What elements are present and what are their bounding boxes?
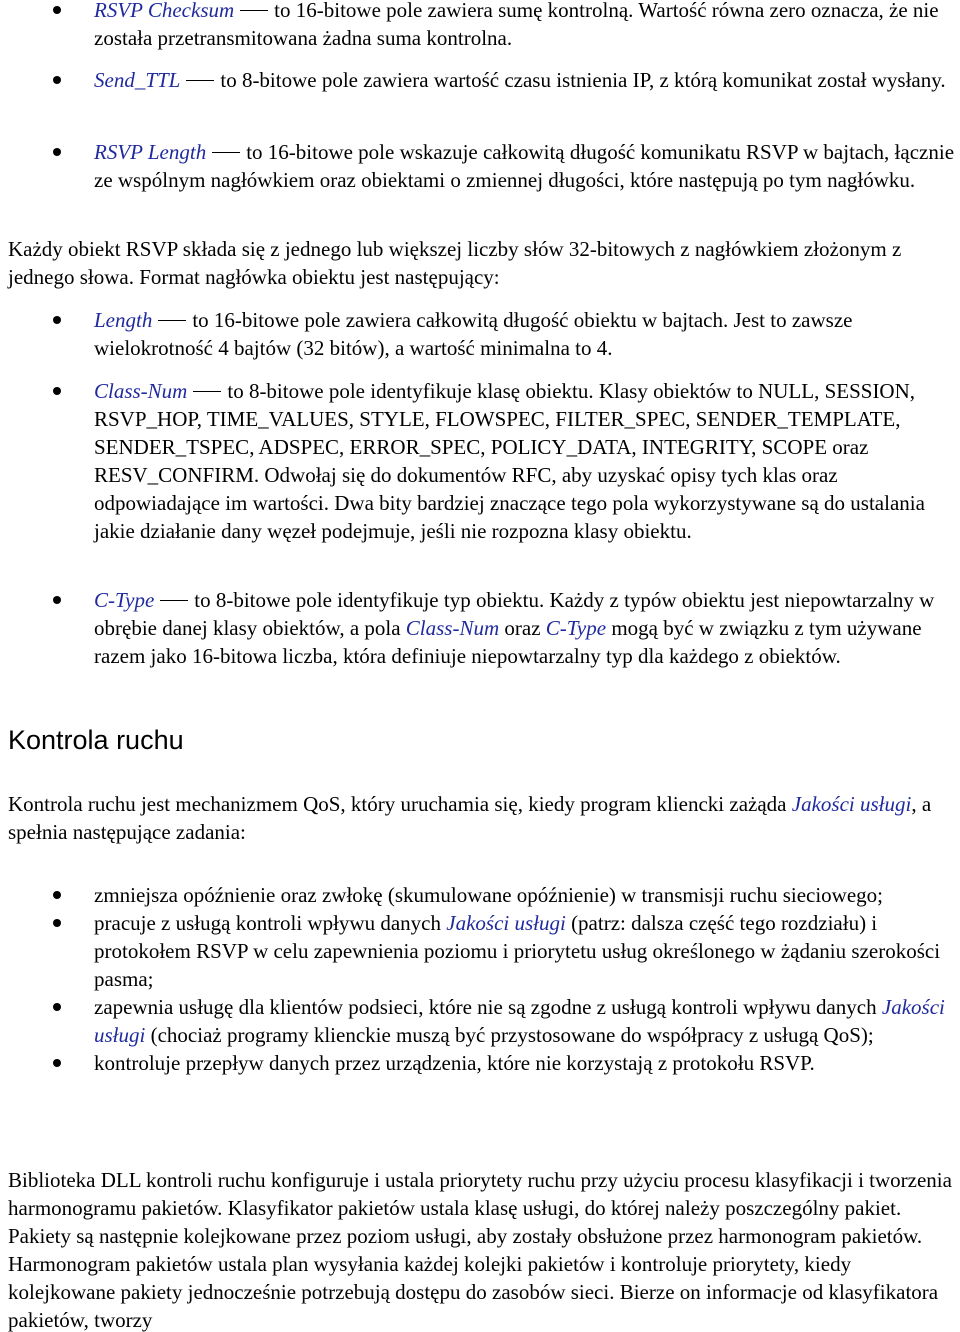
bullet-icon [53, 596, 61, 604]
field-description: to 16-bitowe pole wskazuje całkowitą długość komunikatu RSVP w bajtach, łącznie ze wspólnym nagłówkiem oraz obiektami o zmiennej długości, które następują po tym nagłówku. [94, 140, 955, 192]
list-item [0, 909, 960, 993]
field-description: mogą być w związku z tym używane razem jako 16-bitowa liczba, która definiuje niepowtarzalny typ dla każdego z obiektów. [94, 616, 922, 668]
object-fields-list-3 [0, 586, 960, 670]
list-item [0, 377, 960, 545]
bullet-icon [53, 919, 61, 927]
field-description: to 16-bitowe pole zawiera sumę kontrolną. Wartość równa zero oznacza, że nie została przetransmitowana żadna suma kontrolna. [94, 0, 939, 50]
field-description: to 8-bitowe pole zawiera wartość czasu istnienia IP, z którą komunikat został wysłany. [220, 68, 946, 92]
qos-link[interactable]: Jakości usługi [446, 911, 566, 935]
field-term: RSVP Checksum [94, 0, 235, 22]
list-item [0, 66, 960, 94]
em-dash [212, 152, 240, 153]
list-item [0, 586, 960, 670]
field-description: to 16-bitowe pole zawiera całkowitą długość obiektu w bajtach. Jest to zawsze wielokrotność 4 bajtów (32 bitów), a wartość minimalna to 4. [94, 308, 853, 360]
bullet-icon [53, 1059, 61, 1067]
list-item [0, 1049, 960, 1077]
qos-link[interactable]: Jakości usługi [791, 792, 912, 816]
intro-text: Kontrola ruchu jest mechanizmem QoS, który uruchamia się, kiedy program kliencki zażąda [8, 792, 787, 816]
task-text: (patrz: dalsza część tego rozdziału) i protokołem RSVP w celu zapewnienia poziomu i priorytetu usług określonego w żądaniu szerokości pasma; [94, 911, 941, 991]
bullet-icon [53, 316, 61, 324]
field-term: Class-Num [94, 379, 188, 403]
list-item [0, 993, 960, 1049]
section-heading: Kontrola ruchu [8, 725, 184, 755]
em-dash [160, 600, 188, 601]
field-term: Length [94, 308, 153, 332]
field-term: RSVP Length [94, 140, 207, 164]
task-text: pracuje z usługą kontroli wpływu danych [94, 911, 441, 935]
rsvp-fields-list-3 [0, 138, 960, 194]
field-term: Send_TTL [94, 68, 181, 92]
closing-paragraph: Biblioteka DLL kontroli ruchu konfiguruje i ustala priorytety ruchu przy użyciu procesu klasyfikacji i tworzenia harmonogramu pakietów. Klasyfikator pakietów ustala klasę usługi, do której należy poszczególny pakiet. Pakiety są następnie kolejkowane przez poziom usługi, aby zostały obsłużone przez harmonogram pakietów. Harmonogram pakietów ustala plan wysyłania każdej kolejki pakietów i kontroluje priorytety, kiedy kolejkowane pakiety jednocześnie potrzebują dostępu do zasobów sieci. Bierze on informacje od klasyfikatora pakietów, tworzy [8, 1168, 952, 1332]
em-dash [240, 10, 268, 11]
task-text: zmniejsza opóźnienie oraz zwłokę (skumulowane opóźnienie) w transmisji ruchu sieciowego; [94, 883, 883, 907]
task-text: kontroluje przepływ danych przez urządzenia, które nie korzystają z protokołu RSVP. [94, 1051, 815, 1075]
field-term: C-Type [94, 588, 155, 612]
list-item [0, 138, 960, 194]
bullet-icon [53, 891, 61, 899]
em-dash [186, 80, 214, 81]
em-dash [193, 391, 221, 392]
field-description: to 8-bitowe pole identyfikuje klasę obiektu. Klasy obiektów to NULL, SESSION, RSVP_HOP, TIME_VALUES, STYLE, FLOWSPEC, FILTER_SPEC, SENDER_TEMPLATE, SENDER_TSPEC, ADSPEC, ERROR_SPEC, POLICY_DATA, INTEGRITY, SCOPE oraz RESV_CONFIRM. Odwołaj się do dokumentów RFC, aby uzyskać opisy tych klas oraz odpowiadające im wartości. Dwa bity bardziej znaczące tego pola wykorzystywane są do ustalania jakie działanie dany węzeł podejmuje, jeśli nie rozpozna klasy obiektu. [94, 379, 925, 543]
list-item [0, 0, 960, 52]
bullet-icon [53, 76, 61, 84]
em-dash [158, 320, 186, 321]
bullet-icon [53, 6, 61, 14]
list-item [0, 881, 960, 909]
bullet-icon [53, 387, 61, 395]
object-fields-list [0, 306, 960, 362]
intro-text: , a spełnia następujące zadania: [8, 792, 932, 844]
object-intro-paragraph: Każdy obiekt RSVP składa się z jednego lub większej liczby słów 32-bitowych z nagłówkiem złożonym z jednego słowa. Format nagłówka obiektu jest następujący: [8, 237, 902, 289]
list-item [0, 306, 960, 362]
tasks-list [0, 881, 960, 1077]
bullet-icon [53, 148, 61, 156]
task-text: (chociaż programy klienckie muszą być przystosowane do współpracy z usługą QoS); [150, 1023, 874, 1047]
qos-link[interactable]: Jakości usługi [94, 995, 945, 1047]
object-fields-list-2 [0, 377, 960, 545]
bullet-icon [53, 1003, 61, 1011]
rsvp-fields-list-2 [0, 66, 960, 94]
rsvp-fields-list [0, 0, 960, 52]
field-reference: C-Type [545, 616, 607, 640]
field-description: to 8-bitowe pole identyfikuje typ obiektu. Każdy z typów obiektu jest niepowtarzalny w obrębie danej klasy obiektów, a pola [94, 588, 935, 640]
field-description: oraz [504, 616, 541, 640]
section-intro-paragraph [0, 790, 960, 846]
task-text: zapewnia usługę dla klientów podsieci, które nie są zgodne z usługą kontroli wpływu danych [94, 995, 877, 1019]
field-reference: Class-Num [405, 616, 500, 640]
